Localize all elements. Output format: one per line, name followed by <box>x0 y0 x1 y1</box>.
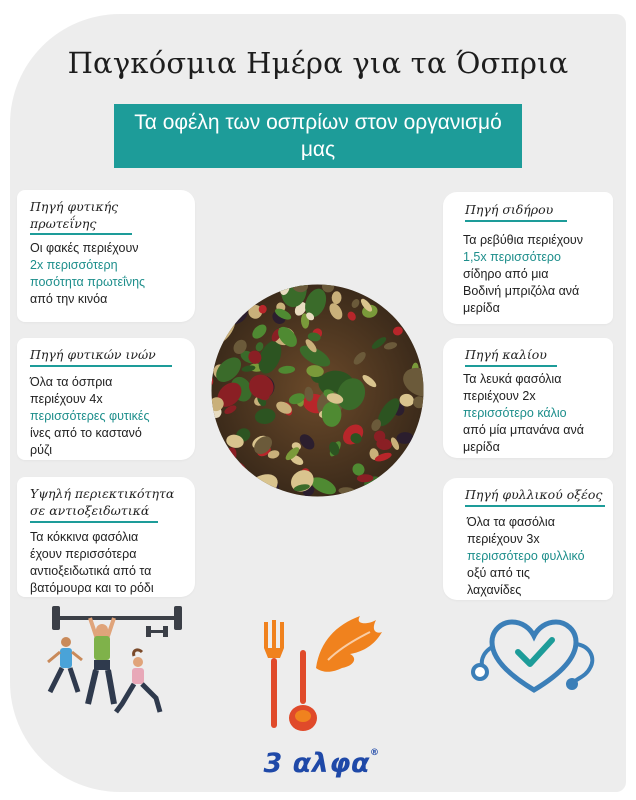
card-antioxidants-line: αντιοξειδωτικά από τα <box>30 564 152 578</box>
card-antioxidants-title-line: Υψηλή περιεκτικότητα <box>30 486 175 501</box>
card-fiber-highlight: περισσότερες φυτικές <box>30 409 150 423</box>
registered-mark: ® <box>370 748 380 758</box>
card-iron-line: Τα ρεβύθια περιέχουν <box>463 233 584 247</box>
card-antioxidants-line: Τα κόκκινα φασόλια <box>30 530 139 544</box>
salad-ingredient <box>214 478 227 491</box>
salad-ingredient <box>406 283 423 292</box>
card-potassium-highlight: περισσότερο κάλιο <box>463 406 567 420</box>
card-folic-title: Πηγή φυλλικού οξέος <box>465 487 603 502</box>
salad-ingredient <box>232 283 260 305</box>
card-fiber-line: ίνες από το καστανό <box>30 426 142 440</box>
card-antioxidants <box>17 477 195 597</box>
salad-ingredient <box>413 283 422 292</box>
salad-ingredient <box>412 449 424 460</box>
salad-ingredient <box>387 471 425 498</box>
card-potassium <box>443 338 613 458</box>
card-antioxidants-title-line: σε αντιοξειδωτικά <box>30 503 150 518</box>
card-iron-line: μερίδα <box>463 301 500 315</box>
card-fiber-line: Όλα τα όσπρια <box>30 375 113 389</box>
legume-salad-photo <box>210 283 425 498</box>
card-protein-line: από την κινόα <box>30 292 108 306</box>
card-antioxidants-line: έχουν περισσότερα <box>30 547 137 561</box>
athletes-illustration <box>38 600 188 720</box>
card-potassium-line: μερίδα <box>463 440 500 454</box>
card-antioxidants-body <box>30 529 154 597</box>
card-iron-title: Πηγή σιδήρου <box>465 202 554 217</box>
card-fiber-line <box>30 391 149 408</box>
card-folic-underline <box>465 505 605 507</box>
card-folic-highlight: περισσότερο φυλλικό <box>467 549 585 563</box>
salad-ingredient <box>210 483 221 495</box>
card-protein-highlight: 2x περισσότερη <box>30 258 118 272</box>
card-protein-underline <box>30 233 132 235</box>
salad-ingredient <box>413 396 425 408</box>
card-potassium-underline <box>465 365 557 367</box>
card-folic-line: λαχανίδες <box>467 583 522 597</box>
card-antioxidants-underline <box>30 521 158 523</box>
salad-ingredient <box>226 472 237 489</box>
card-antioxidants-line: βατόμουρα και το ρόδι <box>30 581 154 595</box>
card-iron <box>443 192 613 324</box>
card-iron-line: σίδηρο από μια <box>463 267 549 281</box>
salad-ingredient <box>212 461 242 498</box>
card-fiber-text: περιέχουν 4x <box>30 392 103 406</box>
card-fiber-body <box>30 374 149 459</box>
logo-brand-name: 3 αλφα <box>263 748 370 779</box>
card-protein-highlight: ποσότητα πρωτεΐνης <box>30 275 146 289</box>
subtitle-banner: Τα οφέλη των οσπρίων στον οργανισμό μας <box>114 104 522 168</box>
heart-stethoscope-icon <box>464 612 604 698</box>
card-iron-highlight: 1,5x περισσότερο <box>463 250 561 264</box>
logo-mark-icon <box>258 610 388 750</box>
card-fiber-underline <box>30 365 172 367</box>
card-protein-line: Οι φακές περιέχουν <box>30 241 139 255</box>
salad-ingredient <box>391 479 411 495</box>
card-protein <box>17 190 195 322</box>
card-protein-title-line: πρωτεΐνης <box>30 216 97 231</box>
card-potassium-title: Πηγή καλίου <box>465 347 547 362</box>
salad-ingredient <box>378 486 401 498</box>
salad-ingredient <box>238 283 254 294</box>
card-potassium-line: Τα λευκά φασόλια <box>463 372 562 386</box>
salad-ingredient <box>405 458 417 474</box>
card-antioxidants-title <box>30 485 174 519</box>
salad-ingredient <box>210 455 228 492</box>
salad-ingredient <box>210 314 223 330</box>
card-fiber <box>17 338 195 460</box>
card-protein-title-line: Πηγή φυτικής <box>30 199 119 214</box>
card-iron-line: Βοδινή μπριζόλα ανά <box>463 284 580 298</box>
salad-ingredient <box>400 283 412 295</box>
card-folic-body <box>467 514 585 599</box>
salad-ingredient <box>401 463 425 497</box>
legume-salad-image <box>210 283 425 498</box>
salad-ingredient <box>210 321 216 332</box>
card-folic-line: οξύ από τις <box>467 566 530 580</box>
card-fiber-title: Πηγή φυτικών ινών <box>30 347 156 362</box>
card-potassium-line: περιέχουν 2x <box>463 389 536 403</box>
salad-ingredient <box>414 283 425 292</box>
salad-ingredient <box>407 310 418 321</box>
card-protein-body <box>30 240 145 308</box>
card-folic-line: περιέχουν 3x <box>467 532 540 546</box>
card-iron-body <box>463 232 583 317</box>
card-folic-line: Όλα τα φασόλια <box>467 515 555 529</box>
card-potassium-line: από μία μπανάνα ανά <box>463 423 584 437</box>
logo-brand-text <box>254 748 389 779</box>
card-iron-underline <box>465 220 567 222</box>
3alfa-logo <box>258 610 388 750</box>
salad-ingredient <box>223 294 239 309</box>
card-potassium-body <box>463 371 584 456</box>
card-folic <box>443 478 613 600</box>
card-fiber-line: ρύζι <box>30 443 53 457</box>
page-title: Παγκόσμια Ημέρα για τα Όσπρια <box>67 46 569 80</box>
salad-ingredient <box>210 295 221 312</box>
athletes-icon <box>38 600 188 720</box>
heart-icon <box>464 612 604 698</box>
card-protein-title <box>30 198 118 232</box>
